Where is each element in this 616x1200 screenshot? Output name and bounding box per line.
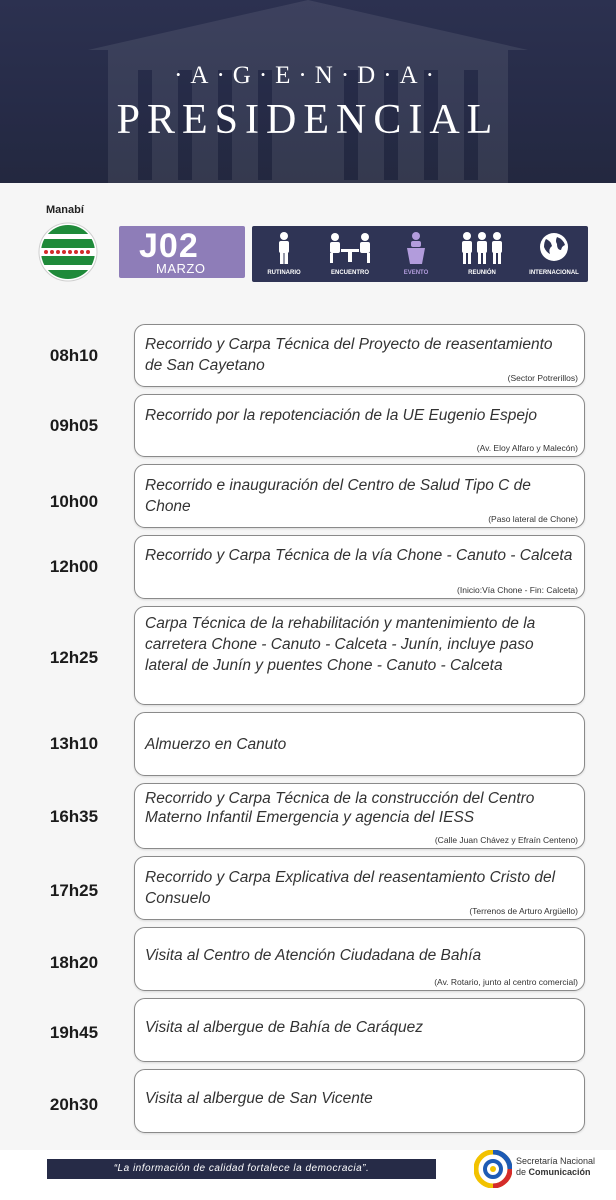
- org-name-bold: Comunicación: [528, 1167, 591, 1177]
- agenda-description: Recorrido e inauguración del Centro de Salud Tipo C de Chone: [145, 477, 531, 515]
- agenda-location: (Inicio:Vía Chone - Fin: Calceta): [457, 585, 578, 595]
- agenda-description: Carpa Técnica de la rehabilitación y mantenimiento de la carretera Chone - Canuto - Calceta - Junín, incluye paso lateral de Junín y puentes Chone - Canuto - Calceta: [145, 615, 536, 674]
- podium-speaker-icon: [401, 231, 431, 265]
- presidencial-title: PRESIDENCIAL: [116, 97, 500, 143]
- agenda-item: [134, 712, 585, 776]
- header-banner: [0, 0, 616, 183]
- agenda-description: Visita al Centro de Atención Ciudadana de Bahía: [145, 947, 482, 964]
- agenda-time: 16h35: [49, 807, 99, 826]
- person-standing-icon: [272, 231, 296, 265]
- agenda-location: (Paso lateral de Chone): [488, 514, 578, 524]
- legend-item-internacional: [524, 229, 584, 281]
- date-day: J02: [139, 227, 199, 265]
- group-of-people-icon: [459, 231, 505, 265]
- agenda-location: (Av. Eloy Alfaro y Malecón): [476, 443, 578, 453]
- legend-label: EVENTO: [403, 270, 429, 276]
- agenda-time: 19h45: [49, 1023, 99, 1042]
- agenda-item: [134, 606, 585, 705]
- date-month: MARZO: [156, 261, 206, 276]
- agenda-description: Recorrido y Carpa Técnica de la vía Chone - Canuto - Calceta: [145, 547, 573, 564]
- agenda-description: Recorrido y Carpa Explicativa del reasentamiento Cristo del Consuelo: [145, 869, 556, 907]
- agenda-item: [134, 1069, 585, 1133]
- agenda-item: [134, 927, 585, 991]
- agenda-time: 17h25: [49, 881, 99, 900]
- org-name-line2: [516, 1167, 595, 1178]
- agenda-location: (Calle Juan Chávez y Efraín Centeno): [434, 835, 578, 845]
- agenda-item: [134, 998, 585, 1062]
- legend-label: RUTINARIO: [267, 270, 301, 276]
- agenda-title: ·A·G·E·N·D·A·: [174, 62, 442, 89]
- agenda-description: Visita al albergue de Bahía de Caráquez: [145, 1019, 424, 1036]
- legend-label: INTERNACIONAL: [529, 270, 579, 276]
- agenda-item: [134, 856, 585, 920]
- agenda-description: Almuerzo en Canuto: [145, 736, 287, 753]
- footer: [0, 1150, 616, 1200]
- building-watermark: [48, 0, 568, 183]
- org-name-prefix: de: [516, 1167, 527, 1177]
- province-label: Manabí: [46, 204, 84, 216]
- org-name: [516, 1156, 595, 1178]
- agenda-location: (Terrenos de Arturo Argüello): [469, 906, 578, 916]
- agenda-item: [134, 535, 585, 599]
- manabi-flag-emblem: [38, 222, 98, 282]
- agenda-time: 18h20: [49, 953, 99, 972]
- people-at-table-icon: [327, 231, 373, 265]
- globe-icon: [537, 231, 571, 265]
- agenda-time: 12h25: [49, 648, 99, 667]
- agenda-description: Recorrido y Carpa Técnica de la construcción del Centro Materno Infantil Emergencia y agencia del IESS: [145, 790, 535, 826]
- agenda-description: Visita al albergue de San Vicente: [145, 1090, 373, 1107]
- agenda-time: 12h00: [49, 557, 99, 576]
- agenda-time: 08h10: [49, 346, 99, 365]
- legend-item-rutinario: [254, 229, 314, 281]
- agenda-item: [134, 783, 585, 849]
- agenda-time: 09h05: [49, 416, 99, 435]
- category-legend: [252, 226, 588, 282]
- legend-item-reunion: [452, 229, 512, 281]
- legend-item-encuentro: [320, 229, 380, 281]
- agenda-item: [134, 464, 585, 528]
- date-box: [119, 226, 245, 278]
- agenda-time: 13h10: [49, 734, 99, 753]
- agenda-time: 10h00: [49, 492, 99, 511]
- secretaria-comunicacion-logo: [474, 1150, 512, 1188]
- agenda-item: [134, 324, 585, 387]
- agenda-description: Recorrido por la repotenciación de la UE Eugenio Espejo: [145, 407, 538, 424]
- agenda-item: [134, 394, 585, 457]
- legend-label: REUNIÓN: [468, 270, 496, 276]
- agenda-location: (Av. Rotario, junto al centro comercial): [434, 977, 578, 987]
- legend-label: ENCUENTRO: [330, 270, 369, 276]
- legend-item-evento: [386, 229, 446, 281]
- agenda-location: (Sector Potrerillos): [507, 373, 578, 383]
- tagline: “La información de calidad fortalece la democracia”.: [47, 1159, 436, 1179]
- org-name-line1: Secretaría Nacional: [516, 1156, 596, 1166]
- agenda-description: Recorrido y Carpa Técnica del Proyecto de reasentamiento de San Cayetano: [145, 336, 553, 374]
- agenda-time: 20h30: [49, 1095, 99, 1114]
